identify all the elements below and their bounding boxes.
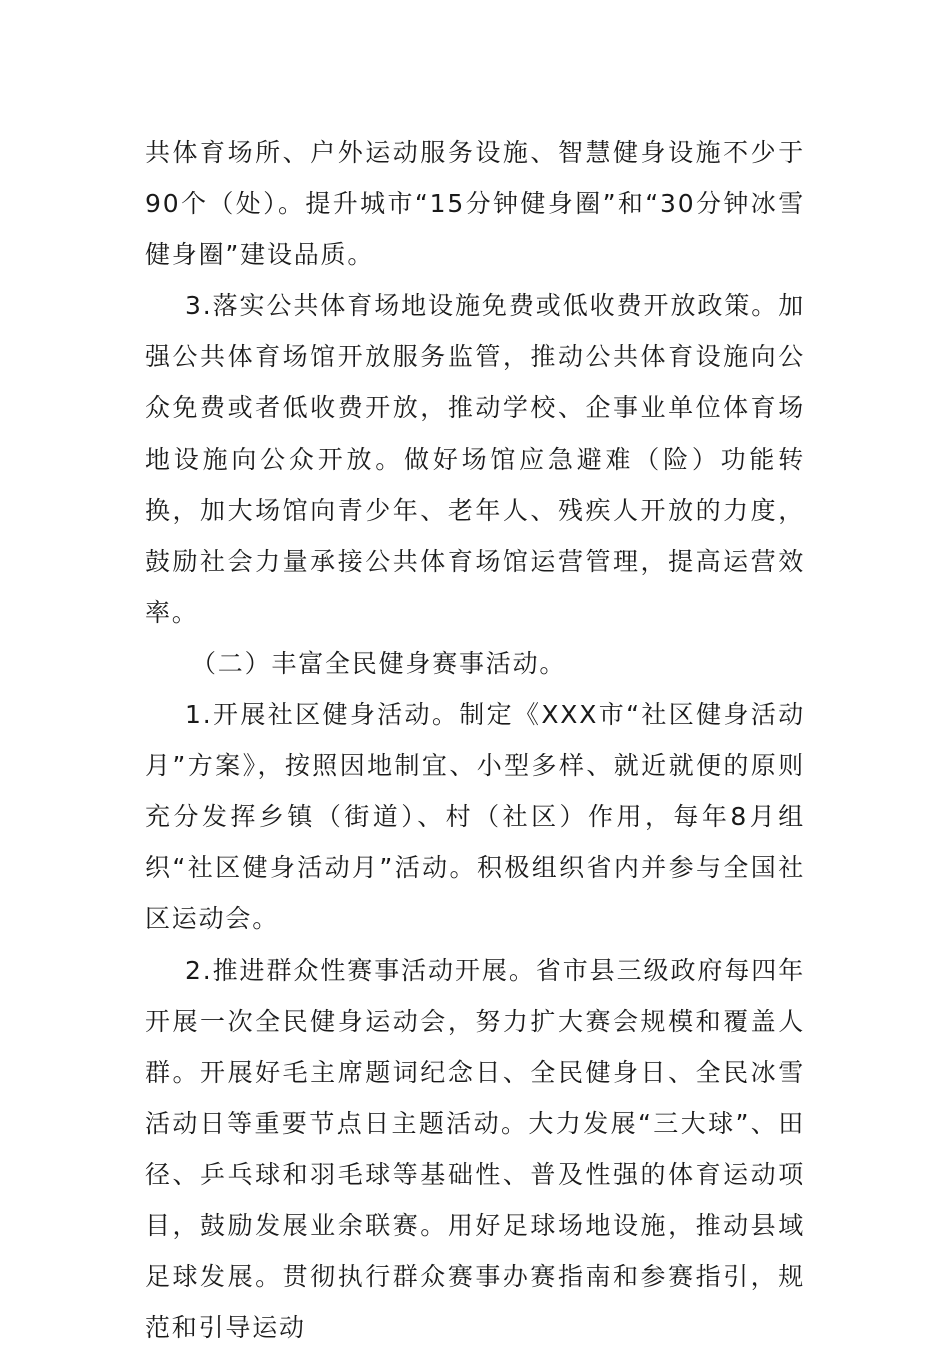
paragraph-item-3: 3.落实公共体育场地设施免费或低收费开放政策。加强公共体育场馆开放服务监管，推动公共体育设施向公众免费或者低收费开放，推动学校、企事业单位体育场地设施向公众开放。做好场馆应急避难（险）功能转换，加大场馆向青少年、老年人、残疾人开放的力度，鼓励社会力量承接公共体育场馆运营管理，提高运营效率。 bbox=[145, 280, 805, 638]
paragraph-item-2: 2.推进群众性赛事活动开展。省市县三级政府每四年开展一次全民健身运动会，努力扩大赛会规模和覆盖人群。开展好毛主席题词纪念日、全民健身日、全民冰雪活动日等重要节点日主题活动。大力发展“三大球”、田径、乒乓球和羽毛球等基础性、普及性强的体育运动项目，鼓励发展业余联赛。用好足球场地设施，推动县域足球发展。贯彻执行群众赛事办赛指南和参赛指引，规范和引导运动 bbox=[145, 945, 805, 1353]
document-body bbox=[145, 127, 805, 1353]
section-heading-2: （二）丰富全民健身赛事活动。 bbox=[145, 638, 805, 689]
paragraph-item-1: 1.开展社区健身活动。制定《XXX市“社区健身活动月”方案》，按照因地制宜、小型多样、就近就便的原则充分发挥乡镇（街道）、村（社区）作用，每年8月组织“社区健身活动月”活动。积极组织省内并参与全国社区运动会。 bbox=[145, 689, 805, 944]
paragraph-continuation: 共体育场所、户外运动服务设施、智慧健身设施不少于90个（处）。提升城市“15分钟健身圈”和“30分钟冰雪健身圈”建设品质。 bbox=[145, 127, 805, 280]
